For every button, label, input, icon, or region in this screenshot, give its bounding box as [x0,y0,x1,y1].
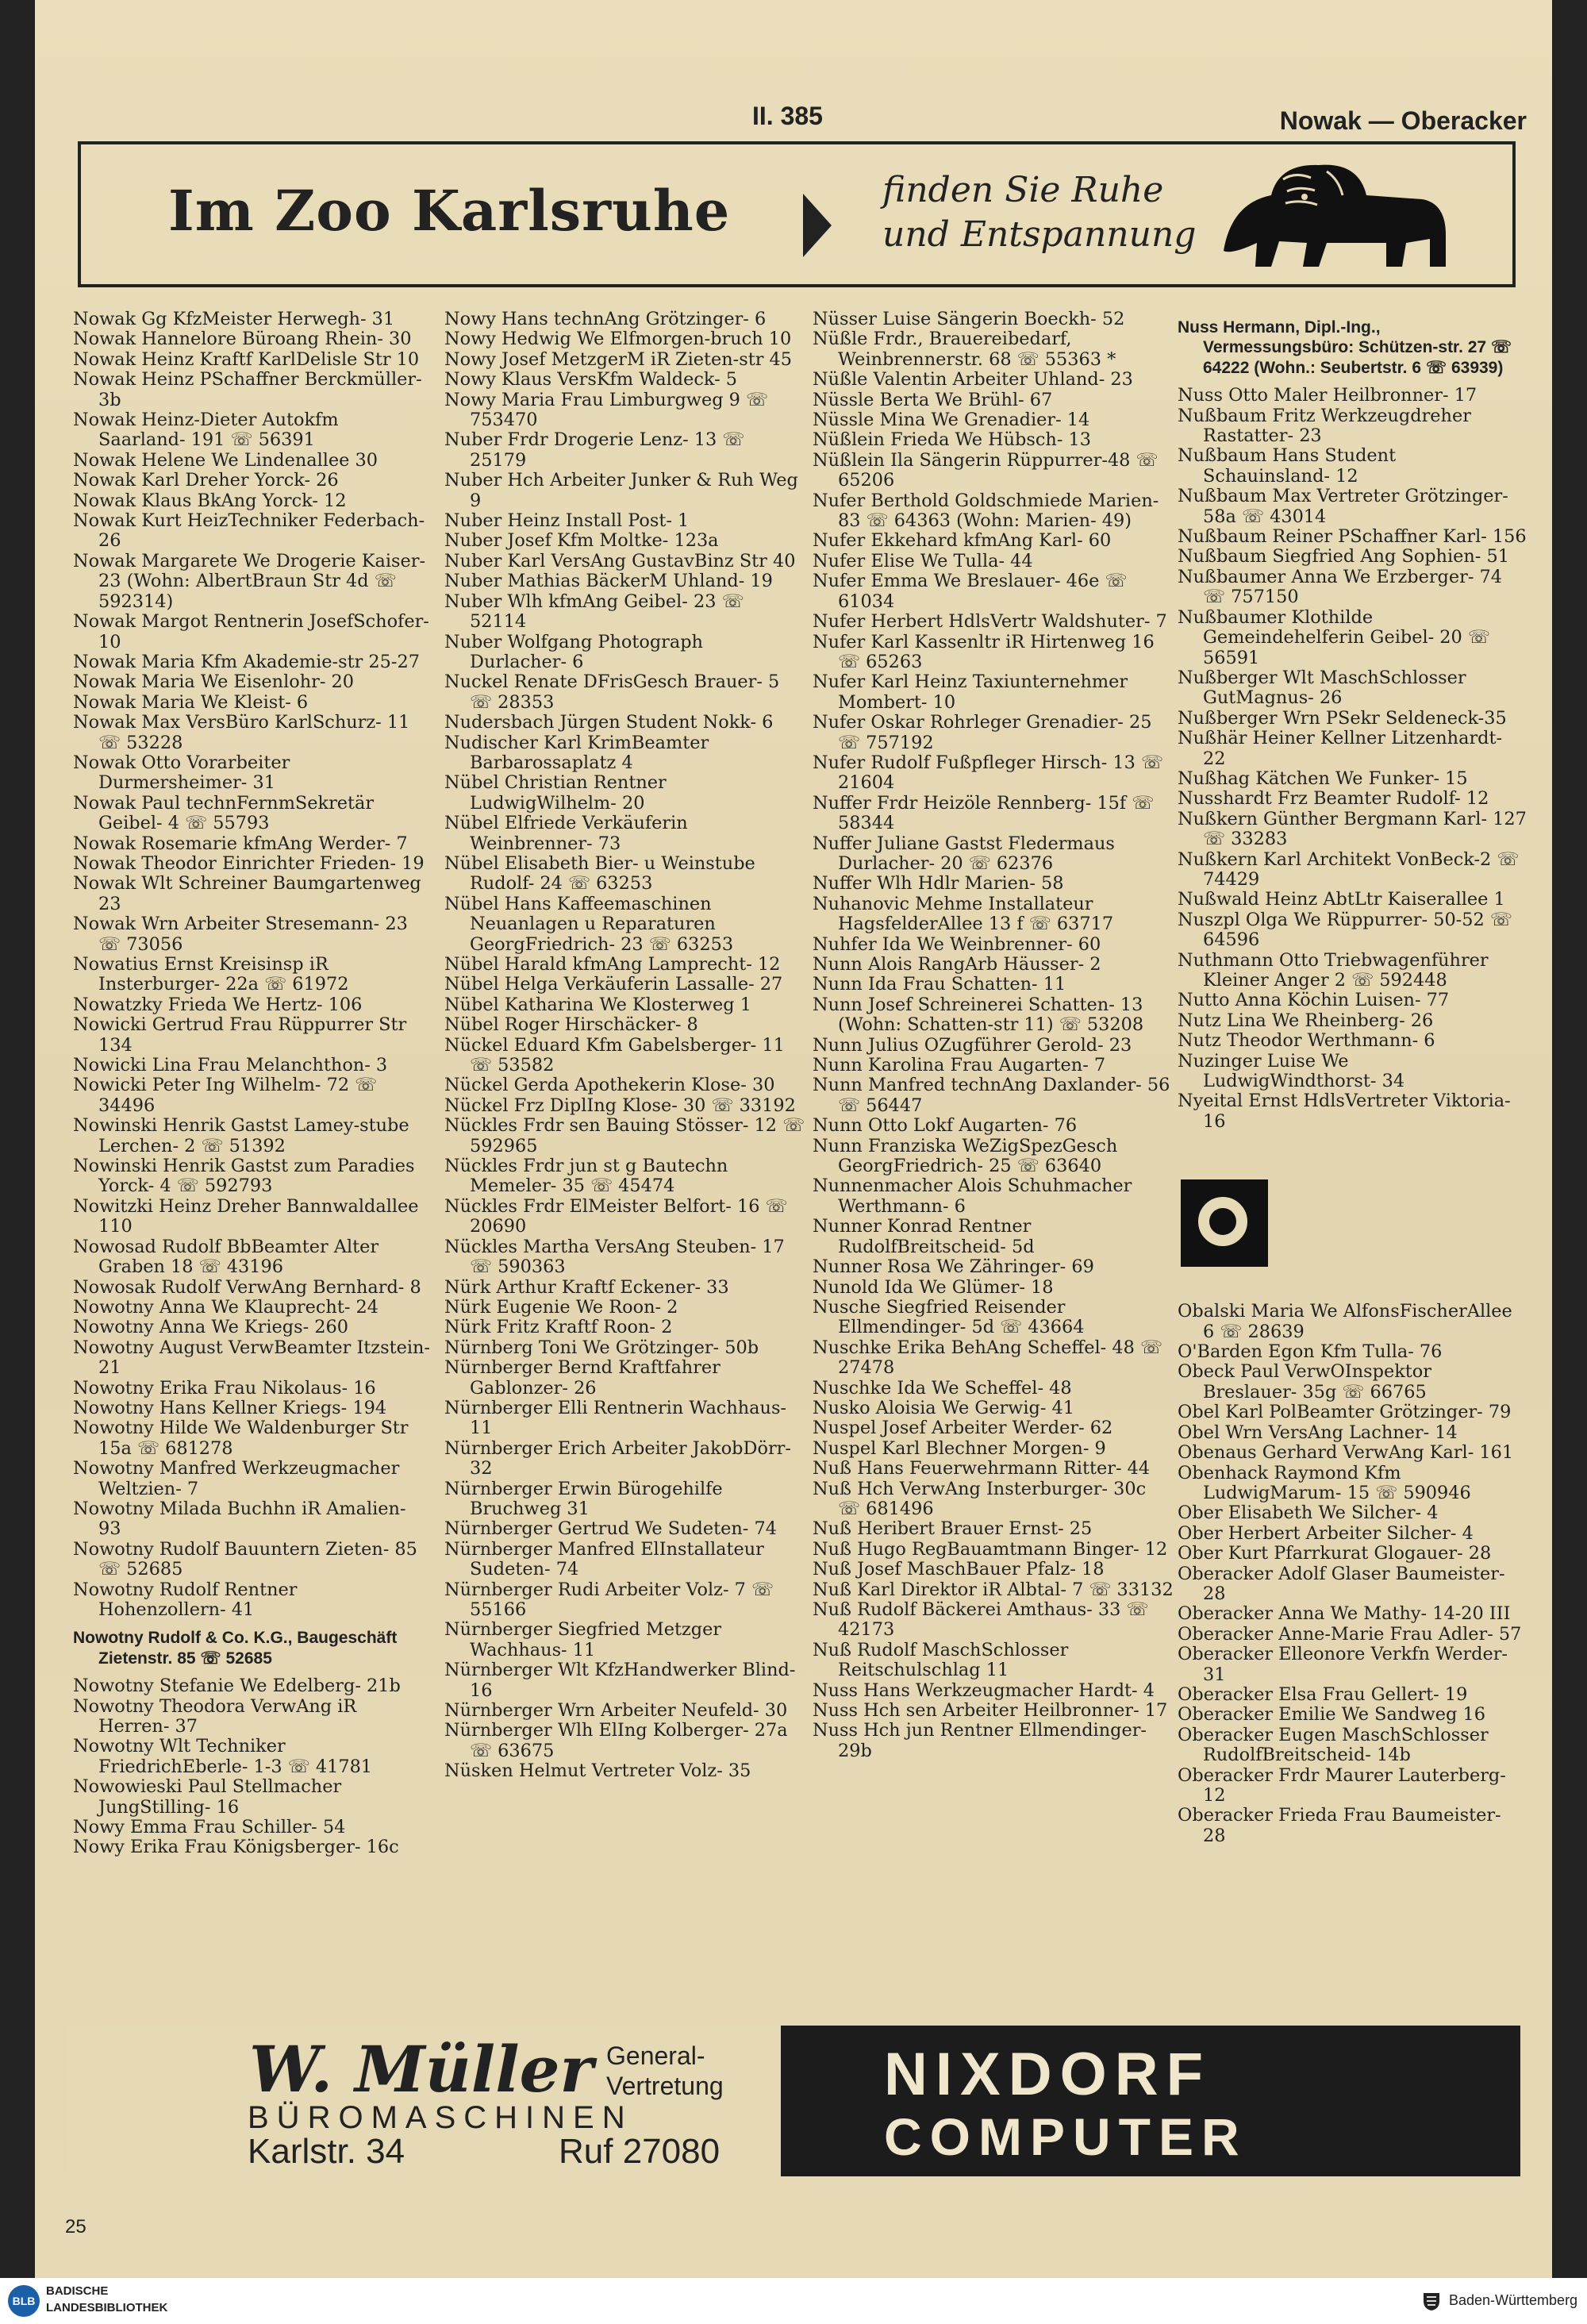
directory-entry: Nuber Heinz Install Post- 1 [444,510,690,532]
directory-entry: Nürnberger Manfred ElInstallateur Sudeten- 74 [444,1538,764,1580]
directory-entry: Nürk Eugenie We Roon- 2 [444,1296,678,1318]
directory-entry: Nürnberg Toni We Grötzinger- 50b [444,1337,759,1358]
directory-entry: Nowy Klaus VersKfm Waldeck- 5 [444,369,737,391]
general-line-2: Vertretung [606,2072,724,2100]
directory-entry: Nürnberger Siegfried Metzger Wachhaus- 11 [444,1619,722,1660]
directory-entry: Nuber Karl VersAng GustavBinz Str 40 [444,550,796,571]
zoo-ad-slogan [882,168,1196,257]
directory-entry: Nückles Frdr jun st g Bautechn Memeler- 35 ☏ 45474 [444,1156,728,1197]
directory-entry: Oberacker Frieda Frau Baumeister- 28 [1178,1805,1501,1846]
zoo-ad-title: Im Zoo Karlsruhe [168,178,731,244]
directory-entry: Nowak Margarete We Drogerie Kaiser- 23 (Wohn: AlbertBraun Str 4d ☏ 592314) [73,550,426,612]
directory-entry: Nufer Ekkehard kfmAng Karl- 60 [813,530,1112,552]
directory-entry: Nuber Hch Arbeiter Junker & Ruh Weg 9 [444,470,798,511]
baden-wuerttemberg-crest-icon [1420,2290,1443,2312]
directory-entry: Nowak Wlt Schreiner Baumgartenweg 23 [73,873,421,914]
directory-entry: Oberacker Elsa Frau Gellert- 19 [1178,1683,1468,1705]
directory-entry: Nowicki Peter Ing Wilhelm- 72 ☏ 34496 [73,1075,378,1116]
directory-column-4 [1178,310,1527,1846]
zoo-slogan-line-1: finden Sie Ruhe [882,170,1164,210]
directory-entry: Oberacker Elleonore Verkfn Werder- 31 [1178,1644,1508,1685]
directory-entry: Nüssle Mina We Grenadier- 14 [813,410,1090,431]
directory-entry: Nufer Rudolf Fußpfleger Hirsch- 13 ☏ 21604 [813,752,1163,794]
directory-entry: Nufer Karl Heinz Taxiunternehmer Mombert- 10 [813,671,1128,713]
directory-entry: Nowatius Ernst Kreisinsp iR Insterburger- 22a ☏ 61972 [73,954,349,995]
directory-entry: Nüßlein Ila Sängerin Rüppurrer-48 ☏ 65206 [813,449,1159,491]
directory-entry: Nunn Manfred technAng Daxlander- 56 ☏ 56447 [813,1075,1170,1116]
directory-entry: Nowak Margot Rentnerin JosefSchofer- 10 [73,611,429,652]
zoo-advertisement [78,141,1516,287]
directory-entry: Nußberger Wrn PSekr Seldeneck-35 [1178,707,1507,729]
directory-entry: Nuspel Karl Blechner Morgen- 9 [813,1437,1106,1459]
directory-entry: Nowak Maria We Eisenlohr- 20 [73,671,355,693]
directory-entry: Nowak Otto Vorarbeiter Durmersheimer- 31 [73,752,290,794]
directory-entry: Nuß Rudolf Bäckerei Amthaus- 33 ☏ 42173 [813,1599,1149,1641]
directory-entry: Nürnberger Wrn Arbeiter Neufeld- 30 [444,1700,788,1722]
directory-entry: Nowy Emma Frau Schiller- 54 [73,1817,346,1838]
directory-entry: Nürnberger Erwin Bürogehilfe Bruchweg 31 [444,1478,723,1519]
directory-entry: Nowotny Stefanie We Edelberg- 21b [73,1676,401,1697]
directory-entry: Nüsken Helmut Vertreter Volz- 35 [444,1760,751,1782]
directory-entry: Nürnberger Gertrud We Sudeten- 74 [444,1518,777,1540]
directory-entry: Nowy Josef MetzgerM iR Zieten-str 45 [444,348,793,370]
directory-entry: Nuber Mathias BäckerM Uhland- 19 [444,571,773,592]
directory-entry: Nunold Ida We Glümer- 18 [813,1276,1054,1298]
triangle-arrow-icon [803,194,832,257]
directory-entry: Nufer Berthold Goldschmiede Marien- 83 ☏ 64363 (Wohn: Marien- 49) [813,490,1159,532]
directory-entry: Nußbaum Hans Student Schauinsland- 12 [1178,445,1397,487]
directory-entry: Nudersbach Jürgen Student Nokk- 6 [444,712,774,733]
directory-entry: Nusko Aloisia We Gerwig- 41 [813,1397,1074,1418]
directory-entry: Nuthmann Otto Triebwagenführer Kleiner Anger 2 ☏ 592448 [1178,949,1489,991]
directory-entry: Nowy Hans technAng Grötzinger- 6 [444,309,767,329]
directory-entry: Nowotny Anna We Kriegs- 260 [73,1317,349,1338]
page-number: II. 385 [752,102,823,130]
directory-entry: Nuß Karl Direktor iR Albtal- 7 ☏ 33132 [813,1579,1174,1600]
directory-entry: Nufer Elise We Tulla- 44 [813,550,1033,571]
directory-entry: Nürnberger Wlh ElIng Kolberger- 27a ☏ 63675 [444,1720,788,1761]
directory-entry: Obel Karl PolBeamter Grötzinger- 79 [1178,1402,1512,1423]
directory-entry: Nowy Hedwig We Elfmorgen-bruch 10 [444,329,792,350]
directory-entry: Nowak Theodor Einrichter Frieden- 19 [73,852,425,874]
directory-entry: Nuß Hch VerwAng Insterburger- 30c ☏ 681496 [813,1478,1147,1519]
directory-entry: Nowinski Henrik Gastst zum Paradies Yorck- 4 ☏ 592793 [73,1156,415,1197]
directory-entry: Nußbaum Siegfried Ang Sophien- 51 [1178,546,1509,568]
library-name-line-1: BADISCHE [46,2284,109,2298]
mueller-address: Karlstr. 34 [248,2132,405,2171]
directory-entry: Nowotny Rudolf Bauuntern Zieten- 85 ☏ 52685 [73,1538,417,1580]
directory-entry: Nuschke Erika BehAng Scheffel- 48 ☏ 27478 [813,1337,1162,1379]
directory-entry: Nuhanovic Mehme Installateur HagsfelderAllee 13 f ☏ 63717 [813,893,1114,935]
directory-entry: Nüßle Frdr., Brauereibedarf, Weinbrennerstr. 68 ☏ 55363 * [813,329,1116,370]
directory-entry: Nowotny Erika Frau Nikolaus- 16 [73,1377,376,1399]
mueller-phone: Ruf 27080 [559,2132,720,2171]
directory-entry: O'Barden Egon Kfm Tulla- 76 [1178,1341,1443,1363]
directory-entry: Nußberger Wlt MaschSchlosser GutMagnus- 26 [1178,667,1466,709]
directory-entry: Nückel Frz DiplIng Klose- 30 ☏ 33192 [444,1095,796,1116]
directory-entry: Nübel Roger Hirschäcker- 8 [444,1014,698,1036]
directory-entry: Nyeital Ernst HdlsVertreter Viktoria- 16 [1178,1091,1511,1132]
bottom-advertisement [67,2026,1520,2176]
directory-entry: Nürk Arthur Kraftf Eckener- 33 [444,1276,729,1298]
directory-entry: Nüßlein Frieda We Hübsch- 13 [813,429,1091,451]
directory-entry: Nübel Christian Rentner LudwigWilhelm- 20 [444,772,667,814]
directory-entry: Nowak Heinz PSchaffner Berckmüller- 3b [73,369,422,410]
folio-number: 25 [65,2216,86,2237]
directory-entry: Nuber Frdr Drogerie Lenz- 13 ☏ 25179 [444,429,745,471]
directory-entry: Nuffer Frdr Heizöle Rennberg- 15f ☏ 58344 [813,792,1155,834]
directory-entry: Nunn Ida Frau Schatten- 11 [813,974,1066,995]
directory-entry: Nowy Erika Frau Königsberger- 16c [73,1837,399,1858]
directory-entry: Nunnenmacher Alois Schuhmacher Werthmann- 6 [813,1175,1132,1217]
directory-entry: Nußbaum Fritz Werkzeugdreher Rastatter- 23 [1178,405,1471,447]
directory-entry: Nowicki Lina Frau Melanchthon- 3 [73,1055,388,1076]
directory-entry: Nuss Hch sen Arbeiter Heilbronner- 17 [813,1700,1168,1722]
directory-entry: Nowak Maria Kfm Akademie-str 25-27 [73,651,420,672]
directory-entry: Nuhfer Ida We Weinbrenner- 60 [813,933,1101,955]
directory-entry: Nowak Klaus BkAng Yorck- 12 [73,490,347,511]
directory-entry: Nückles Frdr ElMeister Belfort- 16 ☏ 20690 [444,1195,788,1237]
library-name-line-2: LANDESBIBLIOTHEK [46,2301,168,2314]
directory-column-2 [444,310,805,1782]
directory-entry: Nusshardt Frz Beamter Rudolf- 12 [1178,788,1489,810]
directory-entry: Nübel Harald kfmAng Lamprecht- 12 [444,954,781,975]
directory-entry: Nowotny Anna We Klauprecht- 24 [73,1296,379,1318]
directory-entry: Nowotny Rudolf Rentner Hohenzollern- 41 [73,1579,298,1620]
directory-entry: Nuss Hch jun Rentner Ellmendinger- 29b [813,1720,1147,1761]
directory-entry: Nußkern Karl Architekt VonBeck-2 ☏ 74429 [1178,848,1520,890]
directory-entry: Ober Herbert Arbeiter Silcher- 4 [1178,1522,1474,1544]
directory-entry: Nowy Maria Frau Limburgweg 9 ☏ 753470 [444,389,769,431]
directory-entry: Nowotny August VerwBeamter Itzstein- 21 [73,1337,430,1379]
directory-entry: Nowak Helene We Lindenallee 30 [73,449,378,471]
left-scan-edge [0,0,35,2324]
directory-entry: Nübel Elfriede Verkäuferin Weinbrenner- 73 [444,813,688,854]
directory-entry: Nückles Frdr sen Bauing Stösser- 12 ☏ 592965 [444,1115,805,1156]
directory-entry: Nowak Max VersBüro KarlSchurz- 11 ☏ 53228 [73,712,410,753]
directory-entry: Nückel Gerda Apothekerin Klose- 30 [444,1075,775,1096]
directory-entry: Nürnberger Erich Arbeiter JakobDörr- 32 [444,1437,791,1479]
directory-entry: Nuckel Renate DFrisGesch Brauer- 5 ☏ 28353 [444,671,780,713]
directory-entry: Nuber Wlh kfmAng Geibel- 23 ☏ 52114 [444,591,744,633]
directory-entry: Nowowieski Paul Stellmacher JungStilling- 16 [73,1776,342,1818]
directory-entry: Oberacker Anna We Mathy- 14-20 III [1178,1603,1511,1625]
directory-entry: Nüsser Luise Sängerin Boeckh- 52 [813,309,1125,329]
directory-entry: Nübel Elisabeth Bier- u Weinstube Rudolf- 24 ☏ 63253 [444,852,755,895]
directory-entry: Nuss Hermann, Dipl.-Ing., Vermessungsbüro: Schützen-str. 27 ☏ 64222 (Wohn.: Seubertstr. 6 ☏ 63939) [1178,318,1512,377]
directory-entry: Oberacker Eugen MaschSchlosser RudolfBreitscheid- 14b [1178,1724,1489,1766]
directory-entry: Oberacker Emilie We Sandweg 16 [1178,1704,1485,1726]
directory-entry: Oberacker Frdr Maurer Lauterberg- 12 [1178,1764,1506,1806]
directory-entry: Nußbaumer Klothilde Gemeindehelferin Geibel- 20 ☏ 56591 [1178,606,1490,668]
directory-entry: Nunn Otto Lokf Augarten- 76 [813,1115,1078,1137]
directory-entry: Nuffer Wlh Hdlr Marien- 58 [813,873,1064,895]
directory-entry: Nußbaum Reiner PSchaffner Karl- 156 [1178,526,1527,548]
directory-entry: Nunn Alois RangArb Häusser- 2 [813,954,1101,975]
directory-entry: Nuspel Josef Arbeiter Werder- 62 [813,1418,1113,1439]
directory-entry: Nowak Hannelore Büroang Rhein- 30 [73,329,412,350]
blb-logo-icon: BLB [8,2285,40,2317]
directory-entry: Nowak Kurt HeizTechniker Federbach- 26 [73,510,425,552]
directory-entry: Nückles Martha VersAng Steuben- 17 ☏ 590363 [444,1236,785,1278]
directory-entry: Nowak Heinz-Dieter Autokfm Saarland- 191 ☏ 56391 [73,410,339,451]
directory-entry: Nowotny Manfred Werkzeugmacher Weltzien- 7 [73,1458,400,1499]
directory-entry: Nußkern Günther Bergmann Karl- 127 ☏ 33283 [1178,808,1527,850]
nixdorf-wordmark: NIXDORF [884,2041,1211,2108]
directory-entry: Nückel Eduard Kfm Gabelsberger- 11 ☏ 53582 [444,1034,785,1076]
directory-entry: Ober Elisabeth We Silcher- 4 [1178,1503,1439,1524]
directory-entry: Nowak Karl Dreher Yorck- 26 [73,470,339,491]
directory-entry: Nowatzky Frieda We Hertz- 106 [73,994,363,1015]
entries-o-section [1178,1302,1527,1846]
directory-entry: Nufer Herbert HdlsVertr Waldshuter- 7 [813,611,1167,633]
directory-entry: Obel Wrn VersAng Lachner- 14 [1178,1422,1458,1443]
directory-entry: Nowak Rosemarie kfmAng Werder- 7 [73,833,408,854]
directory-entry: Ober Kurt Pfarrkurat Glogauer- 28 [1178,1543,1492,1564]
directory-column-1 [73,310,430,1858]
directory-entry: Nußhag Kätchen We Funker- 15 [1178,768,1468,789]
directory-entry: Nowitzki Heinz Dreher Bannwaldallee 110 [73,1195,419,1237]
directory-entry: Nunn Karolina Frau Augarten- 7 [813,1055,1106,1076]
directory-entry: Oberacker Anne-Marie Frau Adler- 57 [1178,1623,1522,1645]
directory-entry: Nunner Rosa We Zähringer- 69 [813,1256,1094,1278]
mueller-subtitle: BÜROMASCHINEN [248,2100,633,2135]
directory-entry: Nutto Anna Köchin Luisen- 77 [1178,990,1450,1011]
directory-entry: Nuzinger Luise We LudwigWindthorst- 34 [1178,1050,1405,1092]
directory-entry: Nußwald Heinz AbtLtr Kaiserallee 1 [1178,889,1505,910]
directory-entry: Nübel Katharina We Klosterweg 1 [444,994,751,1015]
right-scan-edge [1552,0,1587,2324]
zoo-slogan-line-2: und Entspannung [882,214,1197,255]
mueller-name: W. Müller [249,2032,594,2107]
directory-entry: Nudischer Karl KrimBeamter Barbarossaplatz 4 [444,732,709,773]
general-line-1: General- [606,2041,705,2070]
directory-entry: Obenhack Raymond Kfm LudwigMarum- 15 ☏ 590946 [1178,1462,1471,1503]
directory-entry: Nunn Franziska WeZigSpezGesch GeorgFriedrich- 25 ☏ 63640 [813,1135,1118,1177]
directory-entry: Nübel Hans Kaffeemaschinen Neuanlagen u Reparaturen GeorgFriedrich- 23 ☏ 63253 [444,893,734,955]
directory-entry: Nuffer Juliane Gastst Fledermaus Durlacher- 20 ☏ 62376 [813,833,1115,874]
directory-entry: Nufer Karl Kassenltr iR Hirtenweg 16 ☏ 65263 [813,631,1155,672]
directory-entry: Nuszpl Olga We Rüppurrer- 50-52 ☏ 64596 [1178,909,1512,951]
directory-entry: Nuss Otto Maler Heilbronner- 17 [1178,385,1477,406]
directory-entry: Nuss Hans Werkzeugmacher Hardt- 4 [813,1680,1155,1701]
directory-entry: Nürnberger Bernd Kraftfahrer Gablonzer- 26 [444,1357,720,1399]
directory-entry: Nufer Oskar Rohrleger Grenadier- 25 ☏ 757192 [813,712,1152,753]
directory-entry: Nufer Emma We Breslauer- 46e ☏ 61034 [813,571,1128,612]
directory-entry: Nüssle Berta We Brühl- 67 [813,389,1053,410]
directory-entry: Nuß Josef MaschBauer Pfalz- 18 [813,1559,1105,1580]
entries-n-section [1178,317,1527,1132]
directory-entry: Nowosak Rudolf VerwAng Bernhard- 8 [73,1276,421,1298]
directory-entry: Nutz Theodor Werthmann- 6 [1178,1030,1435,1052]
lion-icon [1208,156,1454,275]
directory-entry: Nowak Gg KfzMeister Herwegh- 31 [73,309,395,329]
directory-entry: Nutz Lina We Rheinberg- 26 [1178,1010,1434,1031]
directory-entry: Nowak Paul technFernmSekretär Geibel- 4 ☏ 55793 [73,792,375,834]
state-name: Baden-Württemberg [1449,2292,1578,2308]
directory-entry: Nowosad Rudolf BbBeamter Alter Graben 18 ☏ 43196 [73,1236,379,1278]
directory-entry: Nürk Fritz Kraftf Roon- 2 [444,1317,673,1338]
directory-entry: Nowotny Hilde We Waldenburger Str 15a ☏ 681278 [73,1418,409,1459]
directory-entry: Nußbaum Max Vertreter Grötzinger- 58a ☏ 43014 [1178,486,1508,527]
directory-entry: Nowotny Theodora VerwAng iR Herren- 37 [73,1695,357,1737]
directory-entry: Obalski Maria We AlfonsFischerAllee 6 ☏ 28639 [1178,1301,1512,1342]
directory-entry: Nürnberger Rudi Arbeiter Volz- 7 ☏ 55166 [444,1579,774,1620]
directory-entry: Nowak Wrn Arbeiter Stresemann- 23 ☏ 73056 [73,914,408,955]
directory-entry: Nuß Hans Feuerwehrmann Ritter- 44 [813,1458,1151,1479]
directory-entry: Nürnberger Wlt KfzHandwerker Blind- 16 [444,1660,796,1701]
running-head: Nowak — Oberacker [1279,106,1527,135]
directory-entry: Nusche Siegfried Reisender Ellmendinger- 5d ☏ 43664 [813,1296,1085,1338]
directory-entry: Nürnberger Elli Rentnerin Wachhaus- 11 [444,1397,786,1439]
computer-wordmark: COMPUTER [884,2107,1247,2166]
directory-entry: Oberacker Adolf Glaser Baumeister- 28 [1178,1563,1505,1604]
directory-entry: Nowinski Henrik Gastst Lamey-stube Lerchen- 2 ☏ 51392 [73,1115,409,1156]
directory-entry: Obenaus Gerhard VerwAng Karl- 161 [1178,1442,1514,1464]
directory-entry: Nowak Heinz Kraftf KarlDelisle Str 10 [73,348,420,370]
directory-entry: Nunner Konrad Rentner RudolfBreitscheid- 5d [813,1216,1035,1257]
directory-entry: Nuber Wolfgang Photograph Durlacher- 6 [444,631,703,672]
directory-entry: Nowotny Rudolf & Co. K.G., Baugeschäft Zietenstr. 85 ☏ 52685 [73,1629,398,1668]
directory-entry: Nowotny Hans Kellner Kriegs- 194 [73,1397,387,1418]
directory-entry: Nuß Heribert Brauer Ernst- 25 [813,1518,1093,1540]
directory-entry: Nowak Maria We Kleist- 6 [73,691,309,713]
directory-entry: Nußbaumer Anna We Erzberger- 74 ☏ 757150 [1178,566,1503,608]
directory-entry: Nunn Julius OZugführer Gerold- 23 [813,1034,1132,1056]
directory-entry: Nuß Rudolf MaschSchlosser Reitschulschlag 11 [813,1639,1069,1681]
directory-entry: Nußhär Heiner Kellner Litzenhardt- 22 [1178,728,1503,769]
directory-entry: Nuß Hugo RegBauamtmann Binger- 12 [813,1538,1168,1560]
directory-entry: Nowicki Gertrud Frau Rüppurrer Str 134 [73,1014,407,1056]
directory-entry: Nunn Josef Schreinerei Schatten- 13 (Wohn: Schatten-str 11) ☏ 53208 [813,994,1144,1036]
directory-entry: Nowotny Milada Buchhn iR Amalien- 93 [73,1498,406,1540]
library-footer [0,2278,1587,2324]
directory-entry: Nüßle Valentin Arbeiter Uhland- 23 [813,369,1133,391]
directory-entry: Nuschke Ida We Scheffel- 48 [813,1377,1072,1399]
section-letter-o-icon [1181,1179,1268,1267]
directory-entry: Nuber Josef Kfm Moltke- 123a [444,530,719,552]
directory-entry: Nübel Helga Verkäuferin Lassalle- 27 [444,974,783,995]
directory-entry: Nowotny Wlt Techniker FriedrichEberle- 1-3 ☏ 41781 [73,1736,373,1777]
directory-entry: Obeck Paul VerwOInspektor Breslauer- 35g ☏ 66765 [1178,1361,1431,1402]
directory-column-3 [813,310,1174,1761]
mueller-ad [67,2026,781,2176]
